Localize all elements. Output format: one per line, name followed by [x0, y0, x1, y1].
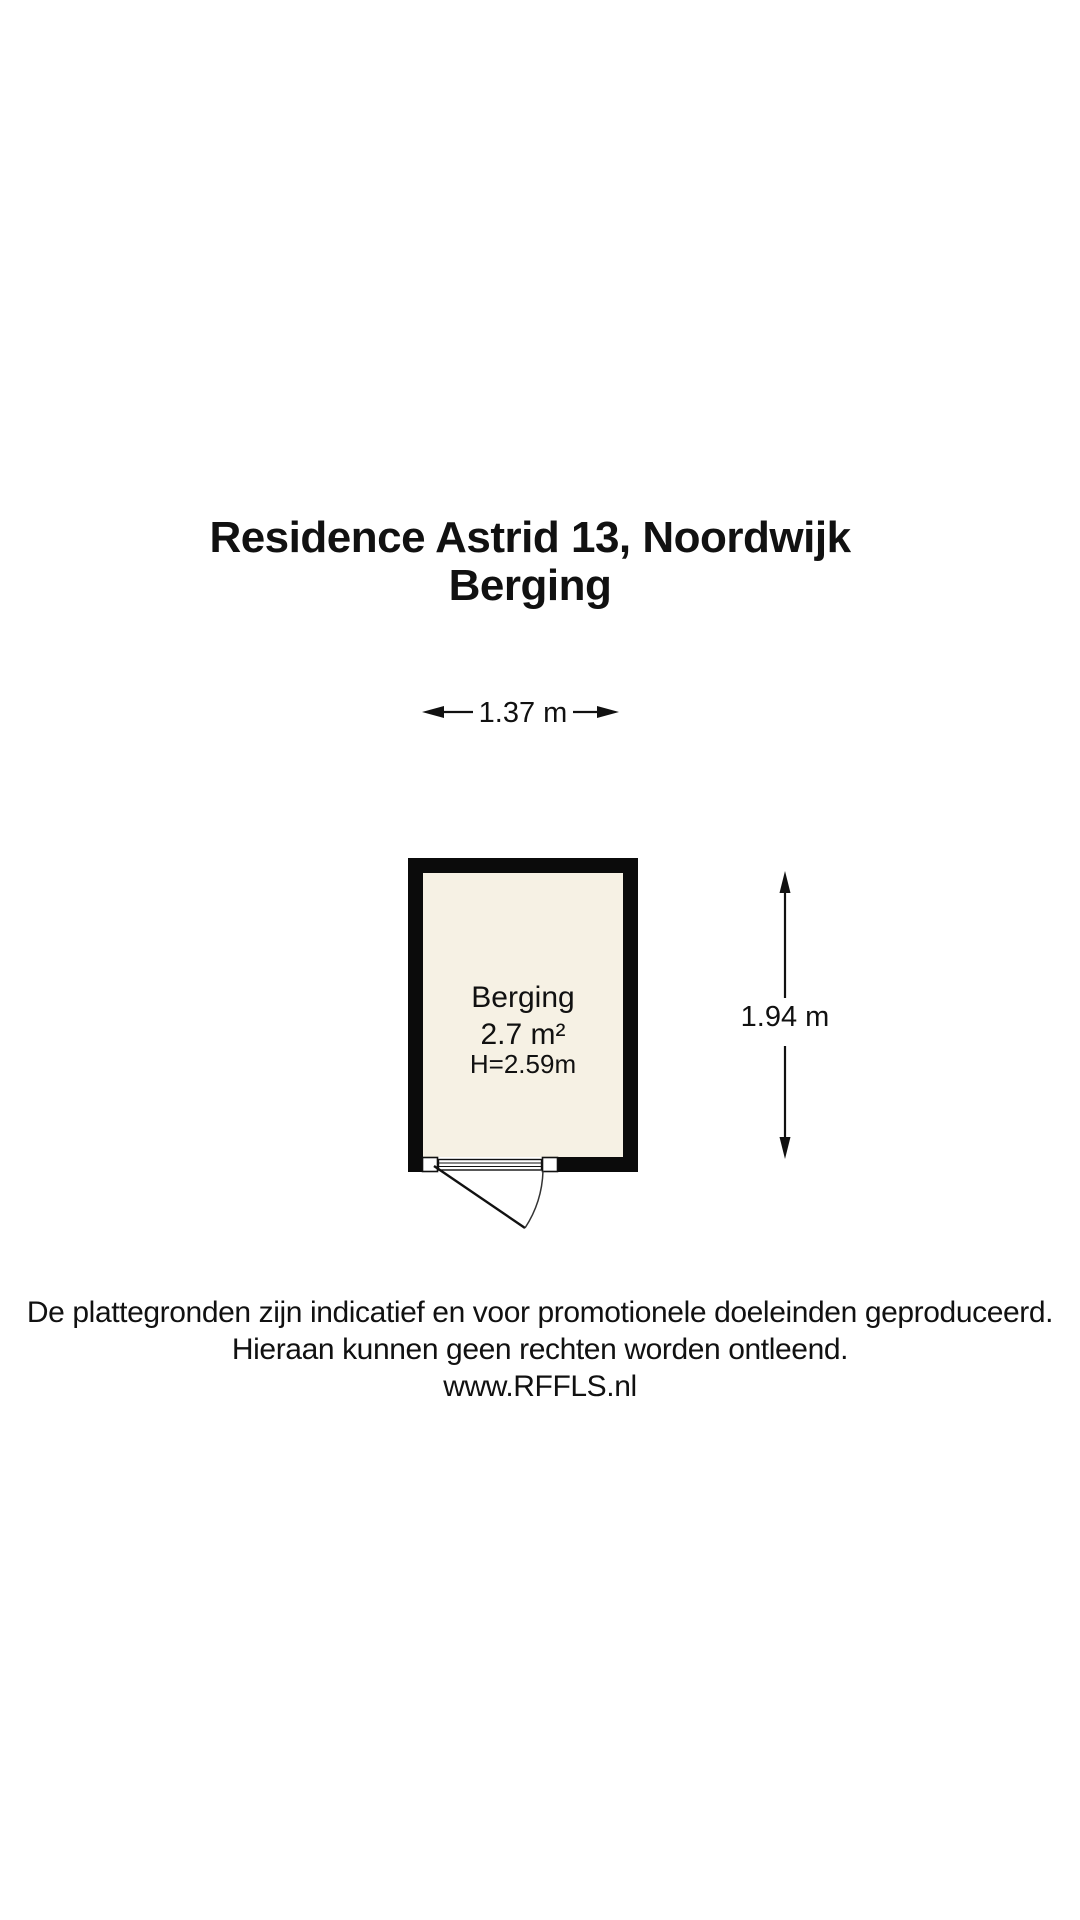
room-area-label: 2.7 m²	[480, 1018, 566, 1051]
plan-title-room: Berging	[448, 561, 612, 610]
door-jamb-left	[423, 1158, 438, 1172]
disclaimer-line1: De plattegronden zijn indicatief en voor promotionele doeleinden geproduceerd.	[26, 1296, 1054, 1329]
disclaimer	[0, 1294, 1080, 1405]
room-height-label: H=2.59m	[469, 1049, 577, 1079]
room-name-label: Berging	[471, 981, 575, 1014]
door-threshold	[439, 1160, 542, 1171]
height-dimension-label: 1.94 m	[740, 1001, 830, 1033]
door-leaf	[434, 1166, 525, 1228]
door-swing-arc	[525, 1171, 543, 1228]
arrow-left-icon	[422, 706, 444, 718]
arrow-down-icon	[780, 1137, 791, 1159]
room-berging	[408, 858, 638, 1228]
disclaimer-line2: Hieraan kunnen geen rechten worden ontleend.	[231, 1333, 849, 1366]
arrow-right-icon	[597, 706, 619, 718]
door-threshold-outline	[439, 1160, 542, 1171]
width-dimension	[422, 697, 619, 729]
disclaimer-website: www.RFFLS.nl	[443, 1370, 637, 1403]
door-jamb-right	[543, 1158, 558, 1172]
plan-title-address: Residence Astrid 13, Noordwijk	[209, 513, 851, 562]
room-floor	[423, 873, 623, 1157]
height-dimension	[741, 871, 830, 1159]
arrow-up-icon	[780, 871, 791, 893]
width-dimension-label: 1.37 m	[478, 697, 568, 729]
